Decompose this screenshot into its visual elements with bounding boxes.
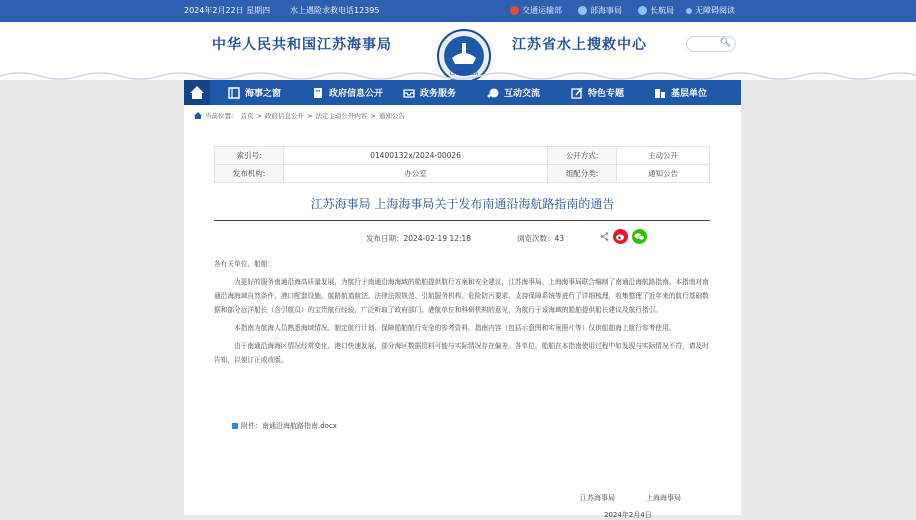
nav-item-interaction[interactable]: 互动交流 [487, 80, 540, 105]
breadcrumb-home[interactable]: 首页 [240, 112, 254, 120]
current-date: 2024年2月22日 星期四 [184, 6, 271, 15]
paragraph: 由于南通沿海海区情况经常变化、港口快速发展，部分海区数据资料可能与实际情况存在偏差。各单位、船舶在本指南使用过程中如发现与实际情况不符，请及时告知，以便订正或改版。 [214, 342, 709, 364]
category-value: 通知公告 [617, 165, 710, 183]
index-value: 01400132x/2024-00026 [284, 147, 548, 165]
salutation: 各有关单位、船舶： [214, 260, 275, 268]
svg-text:CHINA MSA: CHINA MSA [449, 71, 479, 77]
transport-icon [510, 6, 519, 15]
document-icon [232, 423, 238, 429]
breadcrumb-statutory[interactable]: 法定主动公开内容 [315, 112, 368, 120]
view-count: 浏览次数：43 [517, 234, 565, 243]
edit-icon [571, 87, 583, 99]
header-wave-decoration [0, 70, 916, 80]
document-metadata-table [214, 146, 710, 183]
publish-date: 发布日期：2024-02-19 12:18 [366, 234, 472, 243]
link-changjiang-bureau[interactable]: 长航局 [638, 5, 674, 16]
office-icon [654, 87, 666, 99]
nav-item-grassroots-units[interactable]: 基层单位 [654, 80, 707, 105]
sign-date: 2024年2月4日 [604, 511, 652, 519]
site-title-left[interactable]: 中华人民共和国江苏海事局 [212, 37, 392, 53]
signer-shanghai: 上海海事局 [646, 494, 681, 502]
link-transport-ministry[interactable]: 交通运输部 [510, 5, 562, 16]
link-accessibility[interactable]: 无障碍阅读 [686, 5, 735, 16]
rescue-hotline: 水上遇险求救电话12395 [290, 6, 380, 15]
title-divider [214, 220, 710, 221]
main-nav [184, 80, 741, 105]
attachment [232, 421, 337, 431]
window-icon [228, 87, 240, 99]
search-input[interactable] [686, 36, 736, 52]
org-label: 发布机构: [215, 165, 284, 183]
globe-icon [578, 6, 587, 15]
home-button[interactable] [184, 80, 210, 105]
article-body [214, 257, 712, 371]
location-home-icon [194, 112, 202, 119]
weibo-share-icon[interactable] [613, 229, 628, 244]
share-bar [600, 229, 647, 244]
wechat-share-icon[interactable] [632, 229, 647, 244]
mode-label: 公开方式: [548, 147, 617, 165]
nav-item-window[interactable]: 海事之窗 [228, 80, 281, 105]
search-icon[interactable]: 🔍︎ [719, 38, 731, 48]
share-icon[interactable] [600, 232, 609, 241]
site-title-right[interactable]: 江苏省水上搜救中心 [512, 37, 647, 53]
breadcrumb-gov-info[interactable]: 政府信息公开 [264, 112, 304, 120]
category-label: 组配分类: [548, 165, 617, 183]
inbox-icon [403, 87, 415, 99]
paragraph: 本指南为航海人员熟悉海域情况、制定航行计划、保障船舶航行安全的参考资料。指南内容（包括示意图和实景照片等）仅供船舶海上航行参考使用。 [234, 324, 676, 332]
nav-item-services[interactable]: 政务服务 [403, 80, 456, 105]
link-msa[interactable]: 部海事局 [578, 5, 622, 16]
chat-icon [487, 87, 499, 99]
site-header [0, 22, 916, 80]
nav-item-gov-info[interactable]: 政府信息公开 [312, 80, 383, 105]
nav-item-special-topics[interactable]: 特色专题 [571, 80, 624, 105]
content-panel [184, 105, 741, 519]
accessibility-icon [686, 8, 692, 14]
ship-icon [638, 6, 647, 15]
breadcrumb: 当前位置： 首页 > 政府信息公开 > 法定主动公开内容 > 通知公告 [194, 111, 405, 120]
article-title: 江苏海事局 上海海事局关于发布南通沿海航路指南的通告 [310, 197, 615, 211]
signer-jiangsu: 江苏海事局 [580, 494, 615, 502]
paragraph: 为更好的服务南通沿海高质量发展，为航行于南通沿海海域的船舶提供航行方案和安全建议，江苏海事局、上海海事局联合编制了南通沿海航路指南。本指南对南通沿海海域自然条件、港口配套设施、航路航道航法、法律法规规范、引航服务机构、危险防污要求、支持保障系统等进行了详细梳理，收集整理了近年来的航行基础数据和部分远洋船长（含引航员）的宝贵航行经验，广泛听取了政府部门、港航单位和科研机构的意见，为航行于该海域的船舶提供船长建议及航行指引。 [214, 278, 709, 314]
org-value: 办公室 [284, 165, 548, 183]
index-label: 索引号: [215, 147, 284, 165]
attachment-link[interactable]: 附件：南通沿海航路指南.docx [241, 422, 337, 430]
breadcrumb-notices[interactable]: 通知公告 [378, 112, 405, 120]
mode-value: 主动公开 [617, 147, 710, 165]
home-icon [184, 80, 210, 105]
top-bar [0, 0, 916, 22]
building-icon [312, 87, 324, 99]
